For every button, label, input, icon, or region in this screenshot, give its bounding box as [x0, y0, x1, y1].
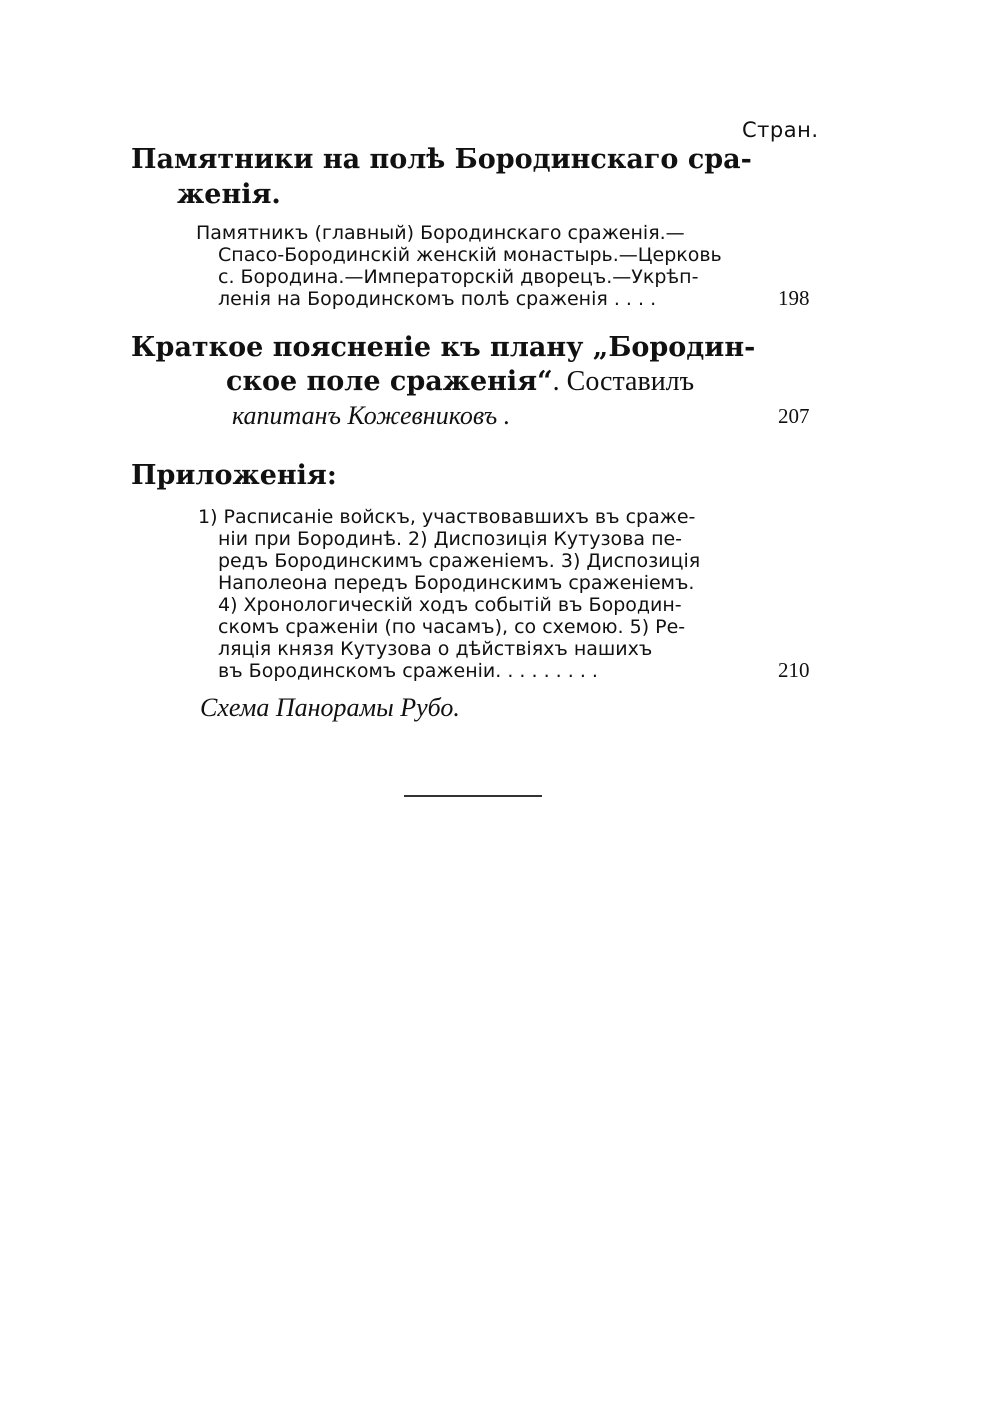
section-title-line: Памятники на полѣ Бородинскаго сра- — [131, 144, 752, 175]
section-body-line: Спасо-Бородинскій женскій монастырь.—Церковь — [218, 244, 722, 266]
section-body-line: въ Бородинскомъ сраженіи. . . . . . . . . — [218, 660, 598, 682]
section-body-line: скомъ сраженіи (по часамъ), со схемою. 5) Ре- — [218, 616, 686, 638]
page-number: 198 — [778, 286, 810, 310]
section-body-line: 4) Хронологическій ходъ событій въ Бородин- — [218, 594, 682, 616]
section-body-line: ляція князя Кутузова о дѣйствіяхъ нашихъ — [218, 638, 653, 660]
section-body-line: ленія на Бородинскомъ полѣ сраженія . . . . — [218, 288, 657, 310]
section-body-line: ніи при Бородинѣ. 2) Диспозиція Кутузова пе- — [218, 528, 683, 550]
section-title-plain-part: . Составилъ — [552, 366, 695, 397]
author-line: капитанъ Кожевниковъ . — [232, 401, 511, 430]
section-title: Приложенія: — [131, 460, 337, 491]
scheme-label: Схема Панорамы Рубо. — [200, 693, 460, 722]
end-divider — [404, 795, 542, 797]
page-number: 207 — [778, 404, 810, 428]
section-title-line: Краткое поясненіе къ плану „Бородин- — [131, 332, 756, 363]
section-body-line: редъ Бородинскимъ сраженіемъ. 3) Диспозиція — [218, 550, 701, 572]
section-body-line: Наполеона передъ Бородинскимъ сраженіемъ. — [218, 572, 695, 594]
page-header-label: Стран. — [742, 118, 819, 142]
section-title-line: женія. — [177, 179, 281, 210]
section-title-bold-part: ское поле сраженія“ — [226, 366, 553, 397]
section-body-line: 1) Расписаніе войскъ, участвовавшихъ въ сраже- — [198, 506, 696, 528]
section-body-line: Памятникъ (главный) Бородинскаго сраженія.— — [196, 222, 685, 244]
page-number: 210 — [778, 658, 810, 682]
section-body-line: с. Бородина.—Императорскій дворецъ.—Укрѣп- — [218, 266, 699, 288]
section-title-line — [226, 364, 694, 399]
